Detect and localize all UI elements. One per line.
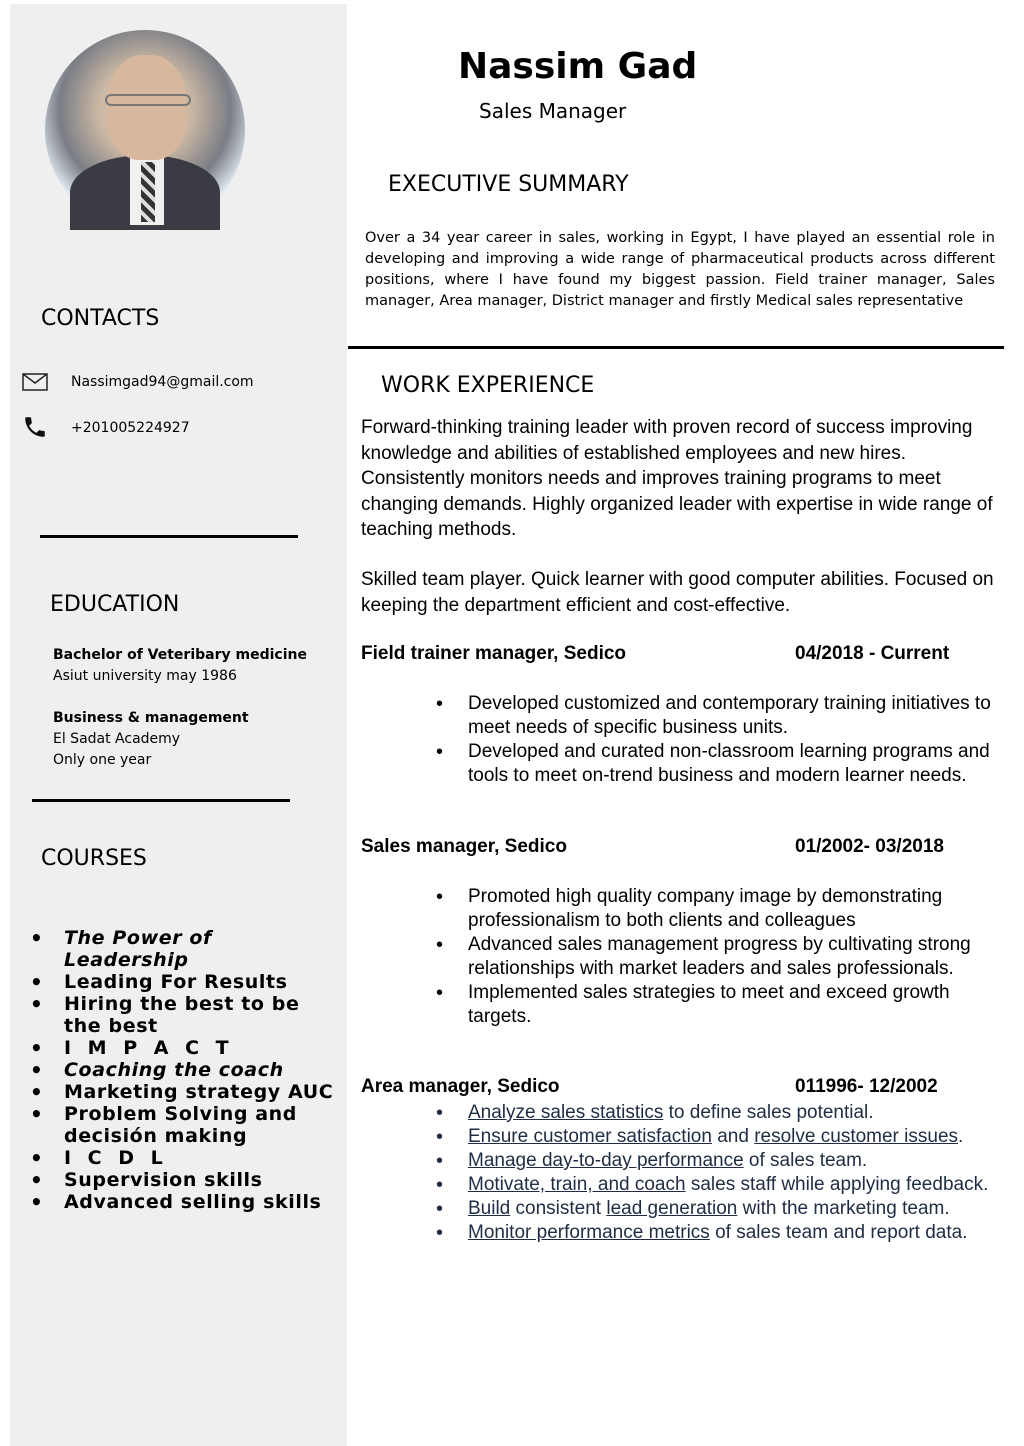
bullet-text: consistent [510, 1198, 607, 1219]
courses-list [28, 927, 338, 1213]
bullet-link[interactable]: resolve customer issues [754, 1126, 959, 1147]
section-divider [348, 346, 1004, 349]
sidebar-divider [40, 535, 298, 538]
job-title: Field trainer manager, Sedico [361, 643, 627, 664]
course-item: • Marketing strategy AUC [28, 1081, 338, 1103]
bullet-text: of sales team and report data. [709, 1222, 968, 1243]
job-dates: 01/2002- 03/2018 [795, 836, 944, 857]
job-bullet: • Developed and curated non-classroom learning programs and tools to meet on-trend business and modern learner needs. [430, 740, 1000, 788]
summary-text: Over a 34 year career in sales, working in Egypt, I have played an essential role in developing and improving a wide range of pharmaceutical products across different positions, where I have found my biggest passion. Field trainer manager, Sales manager, Area manager, District manager and firstly Medical sales representative [365, 230, 995, 309]
job-bullet: • Promoted high quality company image by demonstrating professionalism to both clients and colleagues [430, 885, 1000, 933]
education-detail: El Sadat Academy [53, 731, 181, 747]
bullet-text: and [711, 1126, 755, 1147]
job-bullet [430, 1173, 1000, 1197]
bullet-link[interactable]: Build [468, 1198, 511, 1219]
bullet-link[interactable]: Motivate, train, and coach [468, 1174, 686, 1195]
bullet-text: . [958, 1126, 964, 1147]
course-item: • Coaching the coach [28, 1059, 338, 1081]
course-item: • I M P A C T [28, 1037, 338, 1059]
email-icon [22, 373, 48, 396]
contacts-heading: CONTACTS [41, 306, 160, 331]
education-degree: Business & management [53, 710, 249, 726]
education-detail: Asiut university may 1986 [53, 668, 237, 684]
education-item [53, 645, 307, 687]
phone-number[interactable]: +201005224927 [71, 420, 190, 436]
summary-heading: EXECUTIVE SUMMARY [388, 172, 629, 197]
experience-heading: WORK EXPERIENCE [381, 373, 595, 398]
job-bullet [430, 1101, 1000, 1125]
bullet-link[interactable]: lead generation [606, 1198, 738, 1219]
course-item: • Hiring the best to be the best [28, 993, 338, 1037]
education-detail: Only one year [53, 752, 152, 768]
bullet-link[interactable]: Manage day-to-day performance [468, 1150, 744, 1171]
job-title: Sales manager, Sedico [361, 836, 567, 857]
bullet-link[interactable]: Analyze sales statistics [468, 1102, 664, 1123]
bullet-text: sales staff while applying feedback. [685, 1174, 989, 1195]
candidate-title: Sales Manager [479, 99, 627, 123]
course-item: • Leading For Results [28, 971, 338, 993]
job-bullets [430, 692, 1000, 788]
phone-icon [22, 414, 48, 445]
course-item: • The Power of Leadership [28, 927, 338, 971]
bullet-text: to define sales potential. [663, 1102, 874, 1123]
education-item [53, 708, 249, 771]
bullet-text: of sales team. [743, 1150, 868, 1171]
job-bullet [430, 1125, 1000, 1149]
course-item: • Supervision skills [28, 1169, 338, 1191]
education-heading: EDUCATION [50, 592, 180, 617]
job-dates: 011996- 12/2002 [795, 1076, 938, 1097]
course-item: • Advanced selling skills [28, 1191, 338, 1213]
job-bullets [430, 885, 1000, 1029]
job-bullet [430, 1149, 1000, 1173]
candidate-name: Nassim Gad [458, 46, 698, 87]
courses-heading: COURSES [41, 846, 147, 871]
job-bullet: • Advanced sales management progress by cultivating strong relationships with market leaders and sales professionals. [430, 933, 1000, 981]
bullet-link[interactable]: Monitor performance metrics [468, 1222, 710, 1243]
experience-intro: Forward-thinking training leader with proven record of success improving knowledge and abilities of established employees and new hires. Consistently monitors needs and improves training programs to meet changing demands. Highly organized leader with expertise in wide range of teaching methods. [361, 417, 993, 540]
course-item: • I C D L [28, 1147, 338, 1169]
job-bullets [430, 1101, 1000, 1245]
job-bullet [430, 1197, 1000, 1221]
job-bullet: • Developed customized and contemporary training initiatives to meet needs of specific business units. [430, 692, 1000, 740]
sidebar-divider [32, 799, 290, 802]
email-address[interactable]: Nassimgad94@gmail.com [71, 374, 254, 390]
job-bullet: • Implemented sales strategies to meet and exceed growth targets. [430, 981, 1000, 1029]
bullet-text: with the marketing team. [737, 1198, 950, 1219]
job-dates: 04/2018 - Current [795, 643, 950, 664]
profile-photo [45, 30, 245, 230]
job-bullet [430, 1221, 1000, 1245]
course-item: • Problem Solving and decisión making [28, 1103, 338, 1147]
job-title: Area manager, Sedico [361, 1076, 560, 1097]
experience-intro: Skilled team player. Quick learner with good computer abilities. Focused on keeping the department efficient and cost-effective. [361, 569, 994, 616]
bullet-link[interactable]: Ensure customer satisfaction [468, 1126, 712, 1147]
education-degree: Bachelor of Veteribary medicine [53, 647, 307, 663]
